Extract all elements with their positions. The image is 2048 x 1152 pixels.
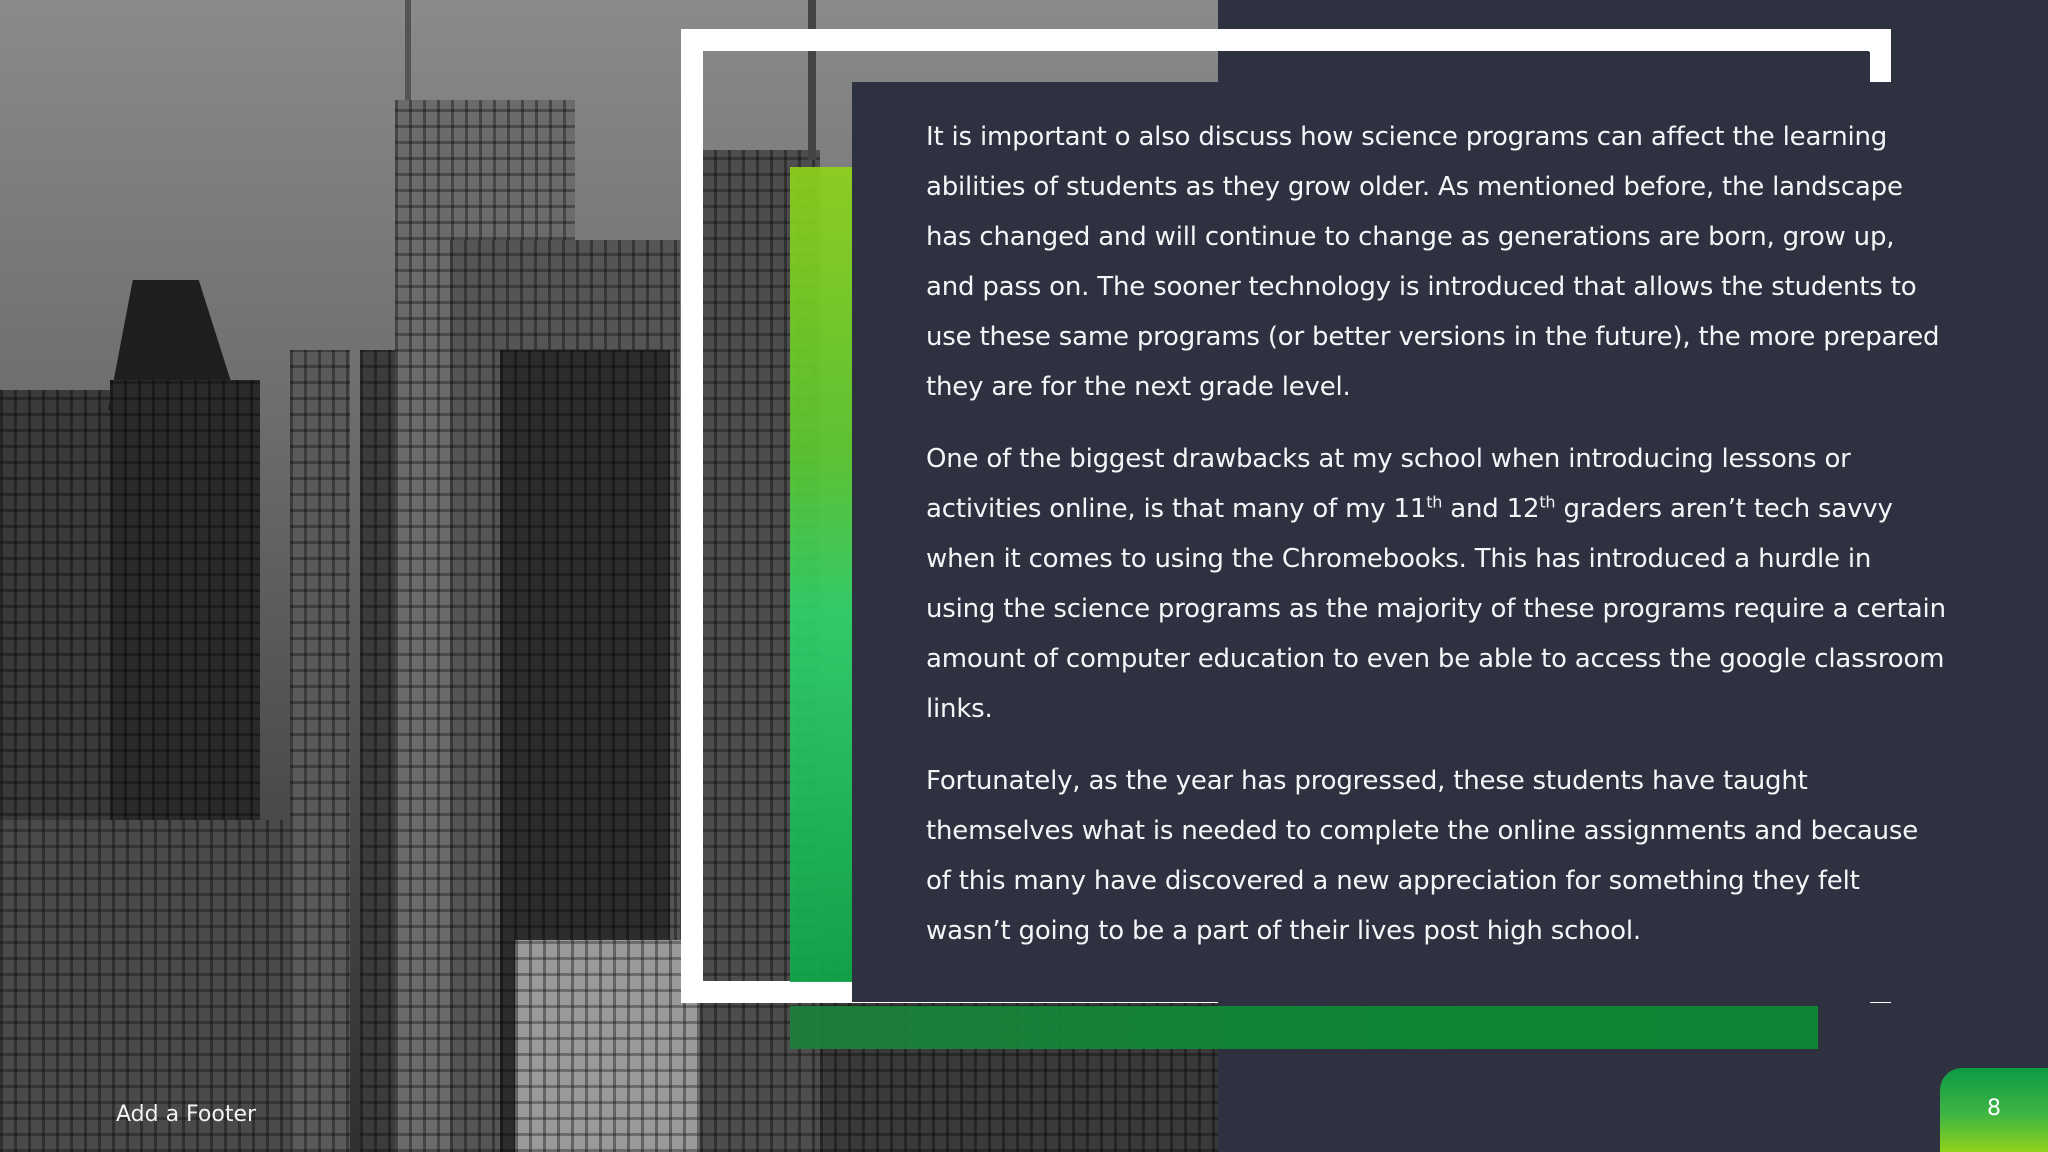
body-text xyxy=(926,112,1946,978)
green-horizontal-accent xyxy=(790,1006,1818,1049)
paragraph-2-part-1: One of the biggest drawbacks at my school when introducing lessons or activities online, is that many of my 11 xyxy=(926,444,1851,524)
paragraph-2 xyxy=(926,434,1946,734)
footer-text: Add a Footer xyxy=(116,1102,257,1127)
paragraph-2-part-3: graders aren’t tech savvy when it comes to using the Chromebooks. This has introduced a hurdle in using the science programs as the majority of these programs require a certain amount of computer education to even be able to access the google classroom links. xyxy=(926,494,1946,724)
paragraph-1: It is important o also discuss how science programs can affect the learning abilities of students as they grow older. As mentioned before, the landscape has changed and will continue to change as generations are born, grow up, and pass on. The sooner technology is introduced that allows the students to use these same programs (or better versions in the future), the more prepared they are for the next grade level. xyxy=(926,122,1940,402)
green-vertical-accent xyxy=(790,167,852,982)
paragraph-2-part-2: and 12 xyxy=(1442,494,1540,524)
paragraph-3: Fortunately, as the year has progressed, these students have taught themselves what is needed to complete the online assignments and because of this many have discovered a new appreciation for something they felt wasn’t going to be a part of their lives post high school. xyxy=(926,766,1919,946)
superscript-th-2: th xyxy=(1539,492,1556,512)
superscript-th-1: th xyxy=(1426,492,1443,512)
page-number: 8 xyxy=(1987,1096,2001,1121)
